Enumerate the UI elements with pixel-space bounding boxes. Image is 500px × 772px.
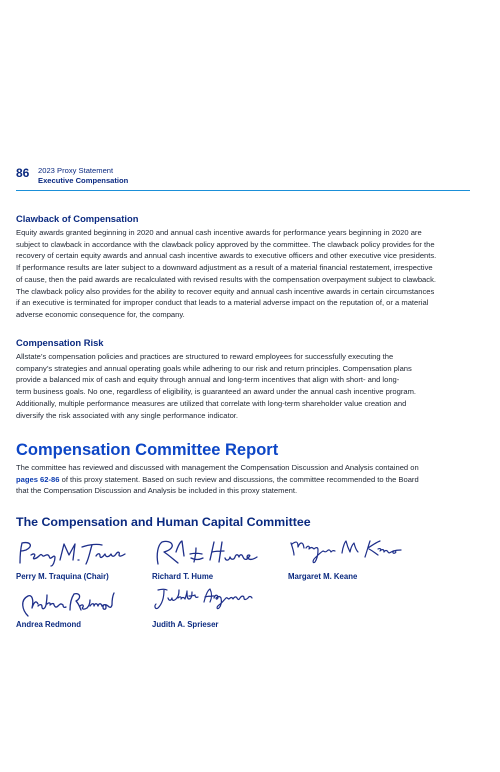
risk-line: company’s strategies and annual operating goals while adhering to our risk and return principles. Compensation plans [16,363,412,373]
clawback-line: of cause, then the paid awards are recalculated with revised results with the compensation overpayment subject to clawback. [16,274,436,284]
member-name: Andrea Redmond [16,620,81,629]
report-heading: Compensation Committee Report [16,441,279,459]
risk-line: provide a balanced mix of cash and equity through annual and long-term incentives that align with short- and long- [16,375,400,385]
page-header [16,166,470,191]
pages-link[interactable]: pages 62-86 [16,474,60,484]
document-title: 2023 Proxy Statement [38,166,114,175]
page-number: 86 [16,166,30,180]
risk-line: term business goals. No one, regardless of eligibility, is guaranteed an award under the annual cash incentive program. [16,387,417,397]
clawback-line: Equity awards granted beginning in 2020 and annual cash incentive awards for performance years beginning in 2020 are [16,228,422,237]
clawback-paragraph [16,227,472,321]
risk-paragraph [16,351,472,421]
risk-line: Allstate’s compensation policies and practices are structured to reward employees for successfully executing the [16,352,394,361]
signature-redmond [14,590,134,620]
clawback-heading: Clawback of Compensation [16,213,139,224]
report-line-text: of this proxy statement. Based on such review and discussions, the committee recommended to the Board [59,474,419,484]
report-line: that the Compensation Discussion and Analysis be included in this proxy statement. [16,486,298,496]
member-name: Margaret M. Keane [288,572,358,581]
report-paragraph [16,462,472,497]
document-title-block [38,166,128,186]
clawback-line: if an executive is terminated for improper conduct that leads to a material adverse impact on the reputation of, or a material [16,298,429,308]
member-name: Perry M. Traquina (Chair) [16,572,109,581]
clawback-line: subject to clawback in accordance with the clawback policy approved by the committee. The clawback policy provides for the [16,239,435,249]
risk-line: diversify the risk associated with any single performance indicator. [16,410,239,420]
risk-line: Additionally, multiple performance measures are utilized that correlate with long-term shareholder value creation and [16,398,407,408]
member-name: Richard T. Hume [152,572,214,581]
member-name: Judith A. Sprieser [152,620,219,629]
clawback-line: recovery of certain equity awards and annual cash incentive awards to executive officers and other executive vice presidents. [16,251,437,261]
section-title: Executive Compensation [38,176,129,185]
committee-heading: The Compensation and Human Capital Committee [16,515,311,529]
risk-heading: Compensation Risk [16,337,104,348]
signature-sprieser [150,584,270,614]
clawback-line: If performance results are later subject to a downward adjustment as a result of a material financial restatement, irrespective [16,263,433,273]
report-line: The committee has reviewed and discussed with management the Compensation Discussion and Analysis contained on [16,463,419,472]
clawback-line: The clawback policy also provides for the ability to recover equity and annual cash incentive awards in certain circumstances [16,286,435,296]
report-line [16,474,472,486]
signature-traquina [14,538,134,568]
signature-hume [150,538,270,568]
clawback-line: adverse economic consequence for, the company. [16,309,185,319]
signature-keane [286,535,406,565]
